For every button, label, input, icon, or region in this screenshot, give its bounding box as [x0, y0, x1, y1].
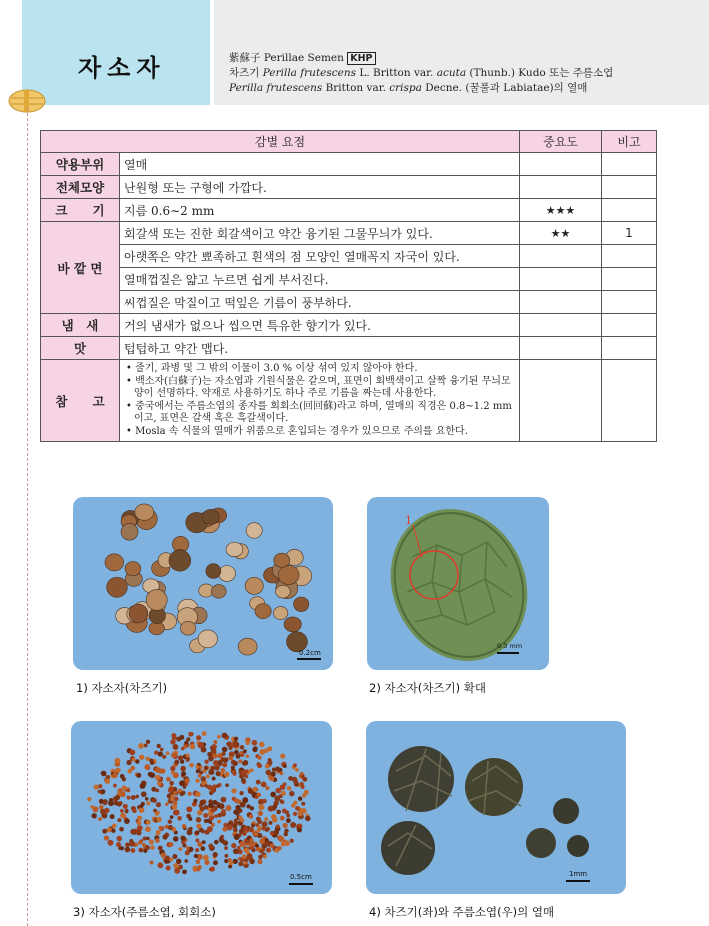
col-header-note: 비고 — [602, 131, 657, 153]
magnified-seed-image — [367, 497, 549, 670]
col-header-main: 감별 요점 — [41, 131, 520, 153]
photo-caption: 4) 차즈기(좌)와 주름소엽(우)의 열매 — [369, 905, 555, 919]
table-row — [41, 222, 657, 245]
identification-table — [40, 130, 657, 442]
note-cell — [602, 291, 657, 314]
table-row — [41, 199, 657, 222]
table-row — [41, 360, 657, 442]
origin-text: Britton var. — [322, 82, 390, 94]
khp-badge: KHP — [347, 52, 375, 65]
latin-name: 紫蘇子 Perillae Semen — [229, 52, 344, 64]
list-item: • Mosla 속 식물의 열매가 위품으로 혼입되는 경우가 있으므로 주의를 요한다. — [126, 425, 468, 437]
importance-cell — [520, 337, 602, 360]
table-row — [41, 153, 657, 176]
row-label: 전체모양 — [41, 176, 120, 199]
page-title: 자소자 — [78, 54, 166, 82]
small-seeds-image — [71, 721, 332, 894]
importance-stars: ★★ — [520, 222, 602, 245]
row-desc: 텁텁하고 약간 맵다. — [120, 337, 520, 360]
row-label: 크 기 — [41, 199, 120, 222]
importance-stars: ★★★ — [520, 199, 602, 222]
row-label: 바 깥 면 — [41, 222, 120, 314]
row-desc: 회갈색 또는 진한 회갈색이고 약간 융기된 그물무늬가 있다. — [120, 222, 520, 245]
photo-caption: 3) 자소자(주름소엽, 회회소) — [73, 905, 216, 919]
scale-label: 0.5cm — [290, 873, 312, 881]
latin-name-line — [229, 51, 613, 66]
seeds-image — [73, 497, 333, 670]
row-desc: 씨껍질은 막질이고 떡잎은 기름이 풍부하다. — [120, 291, 520, 314]
margin-dashed-line — [27, 108, 28, 926]
origin-variety: acuta — [436, 67, 467, 79]
importance-cell — [520, 291, 602, 314]
importance-cell — [520, 245, 602, 268]
origin-text: 차즈기 — [229, 67, 263, 79]
table-row — [41, 245, 657, 268]
marker-label: 1 — [405, 514, 412, 527]
row-desc: 열매껍질은 얇고 누르면 쉽게 부서진다. — [120, 268, 520, 291]
origin-line-1 — [229, 66, 613, 81]
row-desc: 난원형 또는 구형에 가깝다. — [120, 176, 520, 199]
importance-cell — [520, 360, 602, 442]
note-cell — [602, 337, 657, 360]
list-item: • 중국에서는 주름소엽의 종자를 회회소(回回蘇)라고 하며, 열매의 직경은 0.8∼1.2 mm이고, 표면은 갈색 혹은 흑갈색이다. — [126, 400, 512, 424]
list-item: • 줄기, 과병 및 그 밖의 이물이 3.0 % 이상 섞여 있지 않아야 한다. — [126, 363, 418, 374]
row-label: 참 고 — [41, 360, 120, 442]
source-info — [229, 51, 613, 96]
photo-seed-magnified — [367, 497, 549, 670]
scale-label: 1mm — [569, 870, 588, 878]
row-label: 약용부위 — [41, 153, 120, 176]
col-header-importance: 중요도 — [520, 131, 602, 153]
table-row — [41, 268, 657, 291]
scale-label: 0.3 mm — [497, 642, 523, 650]
comparison-image — [366, 721, 626, 894]
note-cell — [602, 314, 657, 337]
importance-cell — [520, 314, 602, 337]
list-item: • 백소자(白蘇子)는 자소엽과 기원식물은 같으며, 표면이 회백색이고 살짝 융기된 무늬모양이 선명하다. 약재로 사용하기도 하나 주로 기름을 짜는데 사용한다. — [126, 375, 511, 399]
row-desc: 열매 — [120, 153, 520, 176]
table-row — [41, 314, 657, 337]
table-row — [41, 291, 657, 314]
row-desc: 아랫쪽은 약간 뾰족하고 흰색의 점 모양인 열매꼭지 자국이 있다. — [120, 245, 520, 268]
importance-cell — [520, 176, 602, 199]
table-row — [41, 337, 657, 360]
importance-cell — [520, 153, 602, 176]
row-label: 맛 — [41, 337, 120, 360]
origin-species: Perilla frutescens — [262, 67, 357, 79]
note-cell — [602, 268, 657, 291]
note-cell — [602, 153, 657, 176]
table-header-row — [41, 131, 657, 153]
origin-line-2 — [229, 81, 613, 96]
note-cell — [602, 199, 657, 222]
origin-text: Decne. (꿀풀과 Labiatae)의 열매 — [421, 82, 588, 94]
photo-seeds-chajeugi — [73, 497, 333, 670]
note-value: 1 — [602, 222, 657, 245]
origin-species: Perilla frutescens — [229, 82, 323, 94]
photo-caption: 2) 자소자(차즈기) 확대 — [369, 681, 486, 695]
scale-label: 0.2cm — [299, 649, 321, 657]
table-row — [41, 176, 657, 199]
photo-seeds-jureumsoyeop — [71, 721, 332, 894]
row-desc: 거의 냄새가 없으나 씹으면 특유한 향기가 있다. — [120, 314, 520, 337]
note-cell — [602, 245, 657, 268]
reference-cell — [120, 360, 520, 442]
row-desc: 지름 0.6∼2 mm — [120, 199, 520, 222]
reference-list — [124, 360, 515, 441]
row-label: 냄 새 — [41, 314, 120, 337]
importance-cell — [520, 268, 602, 291]
note-cell — [602, 360, 657, 442]
note-cell — [602, 176, 657, 199]
photo-caption: 1) 자소자(차즈기) — [76, 681, 168, 695]
origin-variety: crispa — [389, 82, 422, 94]
origin-text: (Thunb.) Kudo 또는 주름소엽 — [466, 67, 614, 79]
origin-text: L. Britton var. — [356, 67, 437, 79]
photo-comparison — [366, 721, 626, 894]
